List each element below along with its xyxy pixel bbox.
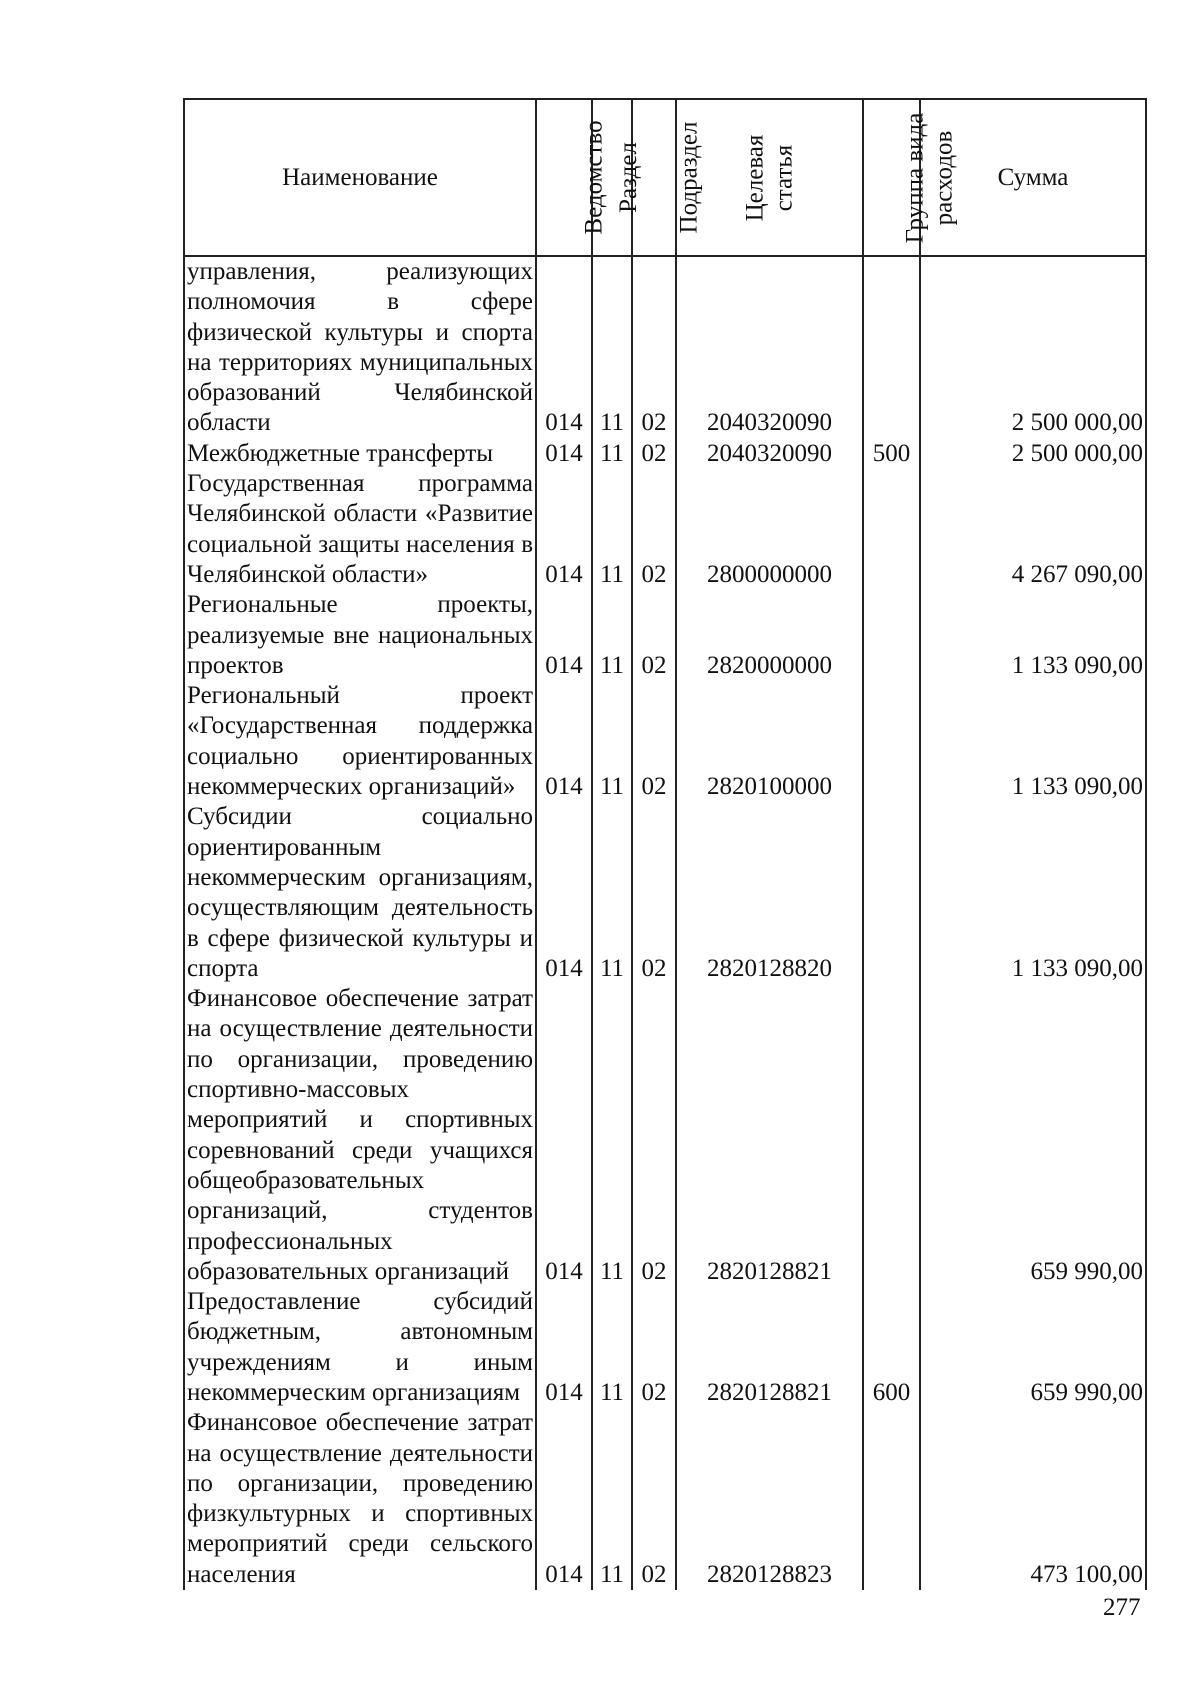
page-number: 277 xyxy=(1103,1594,1141,1621)
row-celevaya-statya: 2820100000 xyxy=(676,681,863,802)
row-podrazdel: 02 xyxy=(632,469,676,590)
table-row xyxy=(184,469,1146,590)
row-name: Предоставление субсидий бюджетным, автономным учреждениям и иным некоммерческим организациям xyxy=(184,1287,536,1408)
row-podrazdel: 02 xyxy=(632,590,676,681)
row-vedomstvo: 014 xyxy=(536,1287,592,1408)
row-razdel: 11 xyxy=(592,1287,632,1408)
row-summa: 2 500 000,00 xyxy=(920,439,1146,469)
table-header-row xyxy=(184,99,1146,256)
row-podrazdel: 02 xyxy=(632,984,676,1287)
row-celevaya-statya: 2800000000 xyxy=(676,469,863,590)
table-row xyxy=(184,681,1146,802)
budget-table-page xyxy=(183,98,1145,1590)
header-summa: Сумма xyxy=(920,99,1146,256)
table-row xyxy=(184,256,1146,439)
row-vedomstvo: 014 xyxy=(536,256,592,439)
row-gruppa: 500 xyxy=(863,439,920,469)
row-name: Государственная программа Челябинской области «Развитие социальной защиты населения в Челябинской области» xyxy=(184,469,536,590)
row-gruppa xyxy=(863,590,920,681)
header-podrazdel: Подраздел xyxy=(632,99,676,256)
row-vedomstvo: 014 xyxy=(536,469,592,590)
row-gruppa xyxy=(863,984,920,1287)
row-podrazdel: 02 xyxy=(632,256,676,439)
row-name: Региональный проект «Государственная поддержка социально ориентированных некоммерческих организаций» xyxy=(184,681,536,802)
budget-table xyxy=(183,98,1147,1590)
row-razdel: 11 xyxy=(592,1408,632,1590)
row-summa: 473 100,00 xyxy=(920,1408,1146,1590)
table-row xyxy=(184,439,1146,469)
row-vedomstvo: 014 xyxy=(536,439,592,469)
row-summa: 659 990,00 xyxy=(920,984,1146,1287)
row-summa: 659 990,00 xyxy=(920,1287,1146,1408)
row-podrazdel: 02 xyxy=(632,1408,676,1590)
row-name: Финансовое обеспечение затрат на осуществление деятельности по организации, проведению физкультурных и спортивных мероприятий среди сельского населения xyxy=(184,1408,536,1590)
row-razdel: 11 xyxy=(592,256,632,439)
row-podrazdel: 02 xyxy=(632,1287,676,1408)
table-row xyxy=(184,1287,1146,1408)
row-gruppa xyxy=(863,681,920,802)
row-summa: 2 500 000,00 xyxy=(920,256,1146,439)
row-podrazdel: 02 xyxy=(632,681,676,802)
row-name: Финансовое обеспечение затрат на осуществление деятельности по организации, проведению спортивно-массовых мероприятий и спортивных соревнований среди учащихся общеобразовательных организаций, студентов профессиональных образовательных организаций xyxy=(184,984,536,1287)
row-summa: 1 133 090,00 xyxy=(920,802,1146,984)
row-gruppa xyxy=(863,469,920,590)
table-row xyxy=(184,590,1146,681)
row-podrazdel: 02 xyxy=(632,439,676,469)
row-vedomstvo: 014 xyxy=(536,681,592,802)
row-name: Региональные проекты, реализуемые вне национальных проектов xyxy=(184,590,536,681)
header-name: Наименование xyxy=(184,99,536,256)
header-gruppa-vida-rashodov: Группа вида расходов xyxy=(863,99,920,256)
row-gruppa xyxy=(863,802,920,984)
row-vedomstvo: 014 xyxy=(536,590,592,681)
row-celevaya-statya: 2820128823 xyxy=(676,1408,863,1590)
table-row xyxy=(184,1408,1146,1590)
row-summa: 1 133 090,00 xyxy=(920,590,1146,681)
header-celevaya-statya: Целевая статья xyxy=(676,99,863,256)
table-row xyxy=(184,802,1146,984)
row-name: Субсидии социально ориентированным некоммерческим организациям, осуществляющим деятельность в сфере физической культуры и спорта xyxy=(184,802,536,984)
row-gruppa: 600 xyxy=(863,1287,920,1408)
row-razdel: 11 xyxy=(592,984,632,1287)
row-summa: 4 267 090,00 xyxy=(920,469,1146,590)
row-celevaya-statya: 2820128820 xyxy=(676,802,863,984)
row-podrazdel: 02 xyxy=(632,802,676,984)
row-vedomstvo: 014 xyxy=(536,802,592,984)
row-gruppa xyxy=(863,256,920,439)
row-celevaya-statya: 2820000000 xyxy=(676,590,863,681)
row-gruppa xyxy=(863,1408,920,1590)
row-summa: 1 133 090,00 xyxy=(920,681,1146,802)
header-vedomstvo: Ведомство xyxy=(536,99,592,256)
row-vedomstvo: 014 xyxy=(536,1408,592,1590)
row-celevaya-statya: 2820128821 xyxy=(676,984,863,1287)
row-vedomstvo: 014 xyxy=(536,984,592,1287)
row-razdel: 11 xyxy=(592,590,632,681)
row-razdel: 11 xyxy=(592,681,632,802)
table-row xyxy=(184,984,1146,1287)
row-name: Межбюджетные трансферты xyxy=(184,439,536,469)
row-razdel: 11 xyxy=(592,439,632,469)
row-razdel: 11 xyxy=(592,802,632,984)
header-razdel: Раздел xyxy=(592,99,632,256)
row-celevaya-statya: 2040320090 xyxy=(676,256,863,439)
row-razdel: 11 xyxy=(592,469,632,590)
row-celevaya-statya: 2040320090 xyxy=(676,439,863,469)
row-celevaya-statya: 2820128821 xyxy=(676,1287,863,1408)
row-name: управления, реализующих полномочия в сфере физической культуры и спорта на территориях муниципальных образований Челябинской области xyxy=(184,256,536,439)
